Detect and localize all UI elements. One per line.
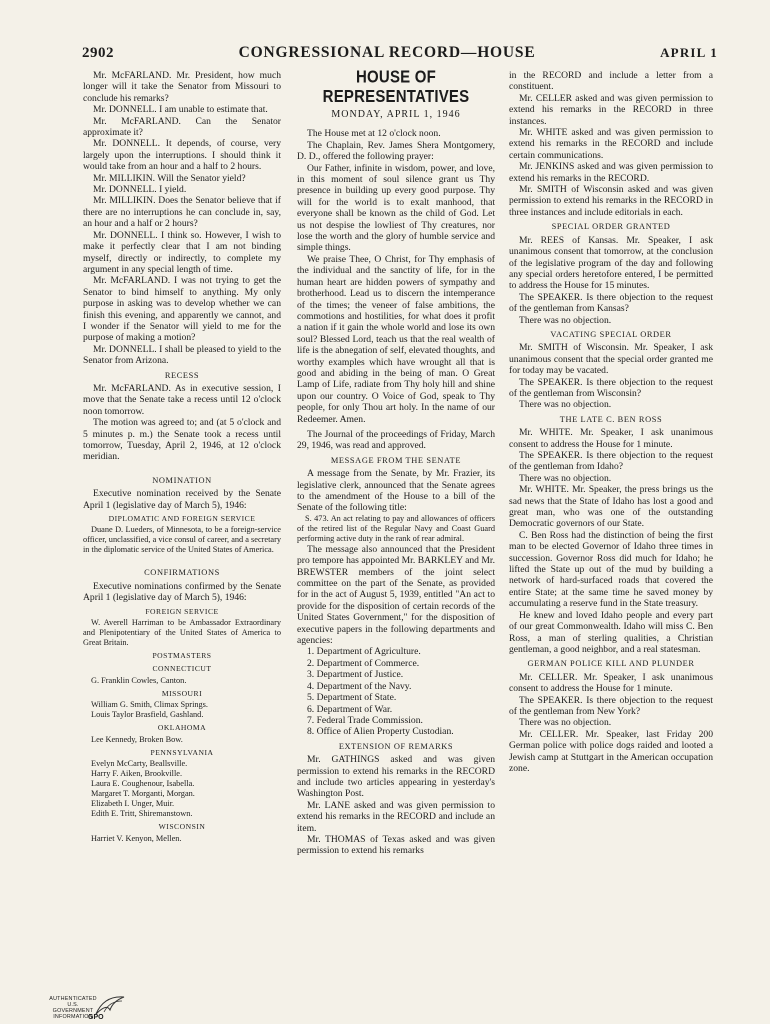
section-heading-vacating: VACATING SPECIAL ORDER [550, 329, 672, 339]
list-item: Harry F. Aiken, Brookville. [91, 769, 183, 779]
paragraph: Mr. CELLER. Mr. Speaker, last Friday 200 German police with police dogs raided and looted a Jewish camp at Stuttgart in the American occupation zone. [509, 728, 713, 774]
paragraph: Mr. McFARLAND. As in executive session, I move that the Senate take a recess until 12 o'clock noon tomorrow. [83, 382, 281, 417]
paragraph: The SPEAKER. Is there objection to the request of the gentleman from New York? [509, 694, 713, 717]
list-item: Louis Taylor Brasfield, Gashland. [91, 710, 204, 720]
house-title: HOUSE OF REPRESENTATIVES [322, 67, 470, 107]
list-item: G. Franklin Cowles, Canton. [91, 675, 187, 685]
paragraph: The Chaplain, Rev. James Shera Montgomery, D. D., offered the following prayer: [297, 139, 495, 163]
paragraph: Mr. McFARLAND. Can the Senator approximate it? [83, 115, 281, 139]
paragraph: Mr. DONNELL. I am unable to estimate that. [93, 104, 268, 116]
paragraph: Mr. SMITH of Wisconsin asked and was given permission to extend his remarks in the RECORD in three instances and include editorials in each. [509, 184, 713, 218]
gpo-label: GPO [88, 1014, 104, 1021]
page-header [82, 44, 718, 68]
paragraph: Mr. SMITH of Wisconsin. Mr. Speaker, I ask unanimous consent that the special order granted me for today may be vacated. [509, 342, 713, 377]
paragraph: Mr. McFARLAND. Mr. President, how much longer will it take the Senator from Missouri to conclude his remarks? [83, 70, 281, 104]
gpo-seal-text: AUTHENTICATED U.S. GOVERNMENT INFORMATION [49, 996, 97, 1020]
paragraph: The Journal of the proceedings of Friday, March 29, 1946, was read and approved. [297, 428, 495, 452]
section-heading-special-order: SPECIAL ORDER GRANTED [551, 222, 671, 232]
list-item: 4. Department of the Navy. [307, 680, 412, 692]
paragraph: Mr. WHITE. Mr. Speaker, I ask unanimous consent to address the House for 1 minute. [509, 427, 713, 450]
paragraph: There was no objection. [519, 717, 612, 729]
list-item: William G. Smith, Climax Springs. [91, 700, 208, 710]
list-item: 1. Department of Agriculture. [307, 646, 421, 658]
list-item: Margaret T. Morganti, Morgan. [91, 789, 195, 799]
paragraph: There was no objection. [519, 472, 612, 484]
page-title: CONGRESSIONAL RECORD—HOUSE [238, 44, 536, 61]
list-item: Lee Kennedy, Broken Bow. [91, 734, 183, 744]
list-item: 3. Department of Justice. [307, 669, 404, 681]
paragraph: Duane D. Lueders, of Minnesota, to be a foreign-service officer, unclassified, a vice consul of career, and a secretary in the diplomatic service of the United States of America. [83, 525, 281, 555]
section-heading-message: MESSAGE FROM THE SENATE [330, 455, 462, 465]
paragraph: The SPEAKER. Is there objection to the request of the gentleman from Idaho? [509, 450, 713, 473]
section-heading-ross: THE LATE C. BEN ROSS [559, 414, 663, 424]
paragraph: Mr. THOMAS of Texas asked and was given permission to extend his remarks [297, 833, 495, 857]
list-item: 7. Federal Trade Commission. [307, 714, 423, 726]
paragraph: A message from the Senate, by Mr. Frazier, its legislative clerk, announced that the Senate agrees to the amendment of the House to a bill of the Senate of the following title: [297, 468, 495, 514]
subheading-state: CONNECTICUT [152, 664, 212, 674]
list-item: 6. Department of War. [307, 703, 393, 715]
paragraph: Mr. MILLIKIN. Does the Senator believe that if there are no interruptions he can conclude in, say, an hour and a half or 2 hours? [83, 195, 281, 230]
gpo-authentication-seal [48, 996, 130, 1022]
dateline: MONDAY, APRIL 1, 1946 [331, 109, 461, 120]
subheading-postmasters: POSTMASTERS [152, 651, 212, 661]
paragraph: The message also announced that the President pro tempore has appointed Mr. BARKLEY and Mr. BREWSTER members of the joint select committee on the part of the Senate, as provided for in the act of August 5, 1939, entitled "An act to provide for the disposition of certain records of the United States Government," for the disposition of executive papers in the following departments and agencies: [297, 543, 495, 647]
subheading-state: OKLAHOMA [157, 723, 207, 733]
paragraph: Mr. LANE asked and was given permission to extend his remarks in the RECORD and include an item. [297, 799, 495, 834]
paragraph: Mr. GATHINGS asked and was given permission to extend his remarks in the RECORD and include two articles appearing in yesterday's Washington Post. [297, 754, 495, 800]
paragraph: Mr. CELLER. Mr. Speaker, I ask unanimous consent to address the House for 1 minute. [509, 671, 713, 695]
paragraph: He knew and loved Idaho people and every part of our great Commonwealth. Idaho will miss C. Ben Ross, a man of sterling qualities, a Christian gentleman, a good neighbor, and a real statesman. [509, 609, 713, 655]
section-heading-recess: RECESS [164, 370, 200, 380]
paragraph: Mr. REES of Kansas. Mr. Speaker, I ask unanimous consent that tomorrow, at the conclusion of the legislative program of the day and following any special orders heretofore entered, I be permitted to address the House for 15 minutes. [509, 234, 713, 292]
paragraph: Mr. DONNELL. I yield. [93, 184, 187, 196]
paragraph: Mr. WHITE asked and was given permission to extend his remarks in the RECORD and include certain communications. [509, 127, 713, 161]
list-item: Edith E. Tritt, Shiremanstown. [91, 809, 193, 819]
paragraph: S. 473. An act relating to pay and allowances of officers of the retired list of the Regular Navy and Coast Guard performing active duty in the rank of rear admiral. [297, 513, 495, 543]
subheading-state: WISCONSIN [158, 822, 206, 832]
list-item: Evelyn McCarty, Beallsville. [91, 759, 188, 769]
list-item: 8. Office of Alien Property Custodian. [307, 726, 454, 738]
section-heading-confirmations: CONFIRMATIONS [144, 568, 220, 578]
column-1 [83, 70, 281, 844]
paragraph: Mr. MILLIKIN. Will the Senator yield? [93, 172, 246, 184]
subheading-state: PENNSYLVANIA [150, 747, 214, 757]
subheading-diplomatic: DIPLOMATIC AND FOREIGN SERVICE [108, 514, 256, 524]
paragraph: Mr. CELLER asked and was given permission to extend his remarks in the RECORD in three instances. [509, 92, 713, 127]
paragraph: Mr. DONNELL. I think so. However, I wish to make it perfectly clear that I am not binding myself, directly or indirectly, to complete my argument in any special length of time. [83, 229, 281, 275]
section-heading-german-police: GERMAN POLICE KILL AND PLUNDER [527, 659, 695, 669]
section-heading-extension: EXTENSION OF REMARKS [338, 741, 454, 751]
paragraph: The motion was agreed to; and (at 5 o'clock and 5 minutes p. m.) the Senate took a recess until tomorrow, Tuesday, April 2, 1946, at 12 o'clock meridian. [83, 417, 281, 463]
subheading-state: MISSOURI [161, 688, 203, 698]
paragraph: There was no objection. [519, 399, 612, 411]
paragraph: Mr. DONNELL. I shall be pleased to yield to the Senator from Arizona. [83, 343, 281, 367]
paragraph: W. Averell Harriman to be Ambassador Extraordinary and Plenipotentiary of the United States of America to Great Britain. [83, 618, 281, 648]
paragraph: Executive nomination received by the Senate April 1 (legislative day of March 5), 1946: [83, 488, 281, 511]
paragraph: Mr. WHITE. Mr. Speaker, the press brings us the sad news that the State of Idaho has lost a good and great man, who was one of the outstanding Democratic governors of our State. [509, 484, 713, 530]
paragraph: The SPEAKER. Is there objection to the request of the gentleman from Kansas? [509, 291, 713, 315]
column-2 [297, 67, 495, 857]
list-item: 5. Department of State. [307, 692, 397, 704]
section-heading-nomination: NOMINATION [152, 475, 212, 485]
paragraph: The SPEAKER. Is there objection to the request of the gentleman from Wisconsin? [509, 376, 713, 399]
paragraph: in the RECORD and include a letter from a constituent. [509, 70, 713, 93]
page-date: APRIL 1 [660, 45, 718, 60]
list-item: Harriet V. Kenyon, Mellen. [91, 833, 182, 843]
paragraph: C. Ben Ross had the distinction of being the first man to be elected Governor of Idaho three times in succession. Governor Ross did much for Idaho; he lifted the State up out of the mud by building a network of hard-surfaced roads that covered the entire State; at the same time he saved money by accumulating a reserve fund in the State treasury. [509, 529, 713, 610]
paragraph: There was no objection. [519, 314, 612, 326]
paragraph: Executive nominations confirmed by the Senate April 1 (legislative day of March 5), 1946: [83, 580, 281, 604]
paragraph: Mr. JENKINS asked and was given permission to extend his remarks in the RECORD. [509, 161, 713, 184]
paragraph: Mr. McFARLAND. I was not trying to get the Senator to bind himself to anything. My only purpose in asking was to develop whether we can finish this evening, and apparently we cannot, and I wonder if the Senator will yield to me for the purpose of making a motion? [83, 275, 281, 344]
list-item: Elizabeth I. Unger, Muir. [91, 799, 175, 809]
page-number: 2902 [82, 45, 114, 61]
paragraph: The House met at 12 o'clock noon. [307, 128, 441, 140]
subheading-foreign-service: FOREIGN SERVICE [145, 606, 219, 616]
list-item: 2. Department of Commerce. [307, 657, 420, 669]
departments-list [297, 646, 495, 737]
column-3 [509, 70, 713, 774]
paragraph: We praise Thee, O Christ, for Thy emphasis of the individual and the sanctity of life, for in the human heart are hidden powers of sympathy and brotherhood. Lead us to discern the intemperance of the times; the veneer of false ambitions, the commotions and hostilities, for what does it profit a nation if it gain the whole world and lose its own soul? Blessed Lord, teach us that the real wealth of life is the abnegation of self, elevated thoughts, and worthy examples which have wrought all that is good and abiding in the being of man. O Great Lamp of Life, radiate from Thy holy hill and shine upon our country. O Voice of God, speak to Thy people, for only Thou art holy. In the name of our Redeemer. Amen. [297, 253, 495, 425]
paragraph: Mr. DONNELL. It depends, of course, very largely upon the interruptions. I should think it would take from an hour and a half to 2 hours. [83, 138, 281, 173]
paragraph: Our Father, infinite in wisdom, power, and love, in this moment of soul silence grant us Thy presence in building up every good purpose. Thy will for the world is to exalt manhood, that everyone shall be known as the child of God. Let us not despise the lowliest of Thy creatures, nor lose the worth and the glory of humble service and simple things. [297, 162, 495, 254]
list-item: Laura E. Coughenour, Isabella. [91, 779, 195, 789]
